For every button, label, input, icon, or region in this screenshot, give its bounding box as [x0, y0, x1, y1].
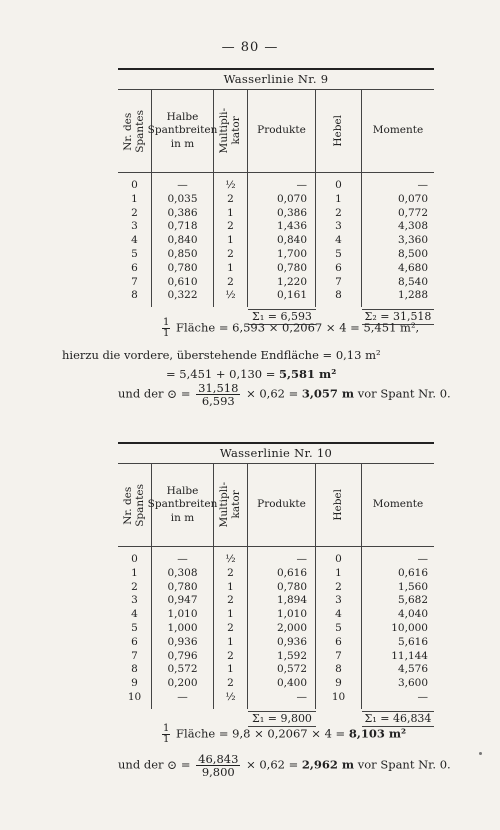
header-spant: Nr. des Spantes: [118, 90, 152, 172]
cell-prod: 0,936: [276, 635, 307, 648]
cell-mult: 1: [227, 261, 234, 274]
schwerpunkt-equation-1: und der ⊙ = $\frac{31,518}{6,593}$ × 0,62 = 3,057 m vor Spant Nr. 0.: [118, 381, 451, 408]
flaeche-bold-2: 8,103 m²: [348, 726, 407, 741]
cell-hebel: 5: [335, 621, 342, 634]
cell-halbe: 0,840: [167, 234, 198, 247]
sun-symbol-icon: ⊙: [167, 386, 178, 401]
cell-hebel: 7: [335, 649, 342, 662]
header-momente: Momente: [372, 124, 424, 137]
cell-halbe: 0,308: [167, 566, 198, 579]
cell-hebel: 0: [335, 553, 342, 565]
cell-halbe: 0,572: [167, 663, 198, 676]
cell-hebel: 9: [335, 677, 342, 690]
column-mom: [362, 547, 434, 709]
header-momente: Momente: [372, 498, 424, 511]
cell-mom: —: [417, 553, 428, 565]
cell-nr: 9: [131, 677, 138, 690]
cell-prod: 1,436: [276, 220, 307, 233]
cell-nr: 6: [131, 635, 138, 648]
cell-prod: 1,592: [276, 649, 307, 662]
column-hebel: [316, 547, 362, 709]
cell-hebel: 6: [335, 261, 342, 274]
cell-halbe: 0,936: [167, 635, 198, 648]
column-halbe: [152, 173, 214, 307]
cell-mom: 1,560: [397, 580, 428, 593]
cell-mom: 3,600: [397, 677, 428, 690]
cell-mult: 2: [227, 594, 234, 607]
cell-mult: 2: [227, 247, 234, 260]
cell-nr: 4: [131, 234, 138, 247]
cell-prod: 1,894: [276, 594, 307, 607]
cell-prod: 0,840: [276, 234, 307, 247]
cell-prod: 0,070: [276, 192, 307, 205]
cell-mom: 4,576: [397, 663, 428, 676]
cell-nr: 10: [127, 690, 142, 703]
header-hebel: Hebel: [316, 464, 362, 546]
cell-halbe: —: [177, 179, 188, 191]
cell-prod: 2,000: [276, 621, 307, 634]
schwerpunkt-equation-2: und der ⊙ = $\frac{46,843}{9,800}$ × 0,62 = 2,962 m vor Spant Nr. 0.: [118, 752, 451, 779]
cell-nr: 5: [131, 247, 138, 260]
cell-mult: 2: [227, 275, 234, 288]
fraction-1: $\frac{31,518}{6,593}$: [198, 381, 239, 408]
cell-hebel: 4: [335, 608, 342, 621]
total-flaeche-bold: 5,581 m²: [279, 367, 337, 381]
cell-hebel: 0: [335, 179, 342, 191]
cell-mult: 2: [227, 566, 234, 579]
cell-nr: 3: [131, 220, 138, 233]
cell-mult: 2: [227, 649, 234, 662]
cell-prod: 0,572: [276, 663, 307, 676]
cell-mult: ½: [225, 553, 236, 565]
cell-mult: 2: [227, 621, 234, 634]
cell-mom: —: [417, 179, 428, 191]
fraction-2: $\frac{46,843}{9,800}$: [198, 752, 239, 779]
cell-mult: 1: [227, 635, 234, 648]
cell-nr: 0: [131, 179, 138, 191]
cell-hebel: 10: [331, 690, 346, 703]
column-mult: [214, 173, 248, 307]
table-header: [118, 464, 434, 547]
table-header: [118, 90, 434, 173]
header-spant: Nr. des Spantes: [118, 464, 152, 546]
cell-halbe: —: [177, 553, 188, 565]
column-prod: [248, 173, 316, 307]
cell-prod: 0,400: [276, 677, 307, 690]
column-nr: [118, 173, 152, 307]
cell-nr: 1: [131, 566, 138, 579]
cell-mom: 4,040: [397, 608, 428, 621]
page-number: — 80 —: [221, 40, 279, 55]
flaeche-equation-1: [160, 318, 419, 339]
header-produkte: Produkte: [248, 464, 316, 546]
cell-prod: 1,700: [276, 247, 307, 260]
cell-hebel: 5: [335, 247, 342, 260]
cell-prod: 0,780: [276, 580, 307, 593]
cell-mom: 4,308: [397, 220, 428, 233]
cell-halbe: 0,200: [167, 677, 198, 690]
sun-symbol-icon: ⊙: [167, 757, 178, 772]
cell-halbe: 0,610: [167, 275, 198, 288]
header-multiplikator: Multipli- kator: [214, 90, 248, 172]
column-hebel: [316, 173, 362, 307]
cell-nr: 7: [131, 649, 138, 662]
endflaeche-text: hierzu die vordere, überstehende Endfläche = 0,13 m²: [62, 348, 381, 362]
cell-mom: 0,616: [397, 566, 428, 579]
cell-nr: 2: [131, 206, 138, 219]
cell-hebel: 8: [335, 289, 342, 302]
cell-prod: 0,780: [276, 261, 307, 274]
one-over-one-2: $\frac{1}{1}$: [163, 723, 170, 745]
cell-halbe: 0,718: [167, 220, 198, 233]
cell-mom: 1,288: [397, 289, 428, 302]
column-mom: [362, 173, 434, 307]
cell-mom: 11,144: [391, 649, 428, 662]
table-title: Wasserlinie Nr. 9: [223, 72, 329, 86]
header-produkte: Produkte: [248, 90, 316, 172]
table-title: Wasserlinie Nr. 10: [219, 446, 333, 460]
flaeche-text-1: Fläche = 6,593 × 0,2067 × 4 = 5,451 m²,: [176, 320, 420, 335]
cell-hebel: 4: [335, 234, 342, 247]
cell-mult: 1: [227, 234, 234, 247]
cell-nr: 6: [131, 261, 138, 274]
cell-nr: 1: [131, 192, 138, 205]
sum-produkte: Σ₁ = 9,800: [248, 711, 316, 727]
cell-halbe: 0,322: [167, 289, 198, 302]
cell-mom: 0,772: [397, 206, 428, 219]
sum-momente: Σ₁ = 46,834: [362, 711, 434, 727]
cell-hebel: 2: [335, 206, 342, 219]
cell-nr: 3: [131, 594, 138, 607]
cell-mult: 1: [227, 580, 234, 593]
cell-halbe: 0,780: [167, 580, 198, 593]
cell-mult: 2: [227, 220, 234, 233]
result-bold-2: 2,962 m: [301, 757, 355, 772]
column-halbe: [152, 547, 214, 709]
cell-mom: 5,616: [397, 635, 428, 648]
cell-mult: 1: [227, 206, 234, 219]
sum-produkte: Σ₁ = 6,593: [248, 309, 316, 325]
table-body: [118, 173, 434, 307]
sum-momente: Σ₂ = 31,518: [362, 309, 434, 325]
cell-mult: 2: [227, 677, 234, 690]
one-over-one: $\frac{1}{1}$: [163, 317, 170, 339]
column-prod: [248, 547, 316, 709]
cell-prod: 1,220: [276, 275, 307, 288]
cell-hebel: 8: [335, 663, 342, 676]
cell-halbe: 0,796: [167, 649, 198, 662]
cell-nr: 0: [131, 553, 138, 565]
cell-mom: —: [417, 690, 428, 703]
cell-hebel: 1: [335, 192, 342, 205]
cell-halbe: 0,780: [167, 261, 198, 274]
cell-hebel: 7: [335, 275, 342, 288]
cell-nr: 8: [131, 663, 138, 676]
total-flaeche-1: = 5,451 + 0,130 = 5,581 m²: [166, 367, 337, 381]
cell-halbe: 1,000: [167, 621, 198, 634]
header-hebel: Hebel: [316, 90, 362, 172]
column-nr: [118, 547, 152, 709]
table-body: [118, 547, 434, 709]
cell-nr: 4: [131, 608, 138, 621]
cell-prod: —: [296, 179, 307, 191]
table-wasserlinie-9: [118, 68, 434, 327]
cell-halbe: 0,035: [167, 192, 198, 205]
cell-mom: 10,000: [391, 621, 428, 634]
header-multiplikator: Multipli- kator: [214, 464, 248, 546]
cell-prod: 0,616: [276, 566, 307, 579]
cell-hebel: 1: [335, 566, 342, 579]
cell-nr: 2: [131, 580, 138, 593]
header-halbe-spantbreiten: Halbe Spantbreiten in m: [152, 464, 214, 546]
cell-mult: 1: [227, 608, 234, 621]
cell-hebel: 6: [335, 635, 342, 648]
cell-prod: 1,010: [276, 608, 307, 621]
cell-hebel: 2: [335, 580, 342, 593]
header-halbe-spantbreiten: Halbe Spantbreiten in m: [152, 90, 214, 172]
result-bold-1: 3,057 m: [301, 386, 355, 401]
column-mult: [214, 547, 248, 709]
cell-prod: —: [296, 553, 307, 565]
cell-mom: 4,680: [397, 261, 428, 274]
cell-nr: 5: [131, 621, 138, 634]
cell-prod: —: [296, 690, 307, 703]
cell-halbe: 0,850: [167, 247, 198, 260]
cell-prod: 0,161: [276, 289, 307, 302]
table-wasserlinie-10: [118, 442, 434, 729]
cell-halbe: 0,386: [167, 206, 198, 219]
flaeche-equation-2: $\frac{1}{1}$ Fläche = 9,8 × 0,2067 × 4 = 8,103 m²: [163, 723, 407, 745]
cell-mom: 0,070: [397, 192, 428, 205]
cell-mom: 8,540: [397, 275, 428, 288]
cell-nr: 8: [131, 289, 138, 302]
cell-halbe: —: [177, 690, 188, 703]
cell-halbe: 0,947: [167, 594, 198, 607]
cell-mom: 3,360: [397, 234, 428, 247]
cell-mom: 5,682: [397, 594, 428, 607]
cell-mult: 1: [227, 663, 234, 676]
cell-nr: 7: [131, 275, 138, 288]
cell-hebel: 3: [335, 594, 342, 607]
cell-hebel: 3: [335, 220, 342, 233]
cell-mult: 2: [227, 192, 234, 205]
cell-mult: ½: [225, 690, 236, 703]
paper-speck: [479, 752, 482, 755]
cell-prod: 0,386: [276, 206, 307, 219]
cell-halbe: 1,010: [167, 608, 198, 621]
cell-mult: ½: [225, 289, 236, 302]
cell-mom: 8,500: [397, 247, 428, 260]
cell-mult: ½: [225, 179, 236, 191]
